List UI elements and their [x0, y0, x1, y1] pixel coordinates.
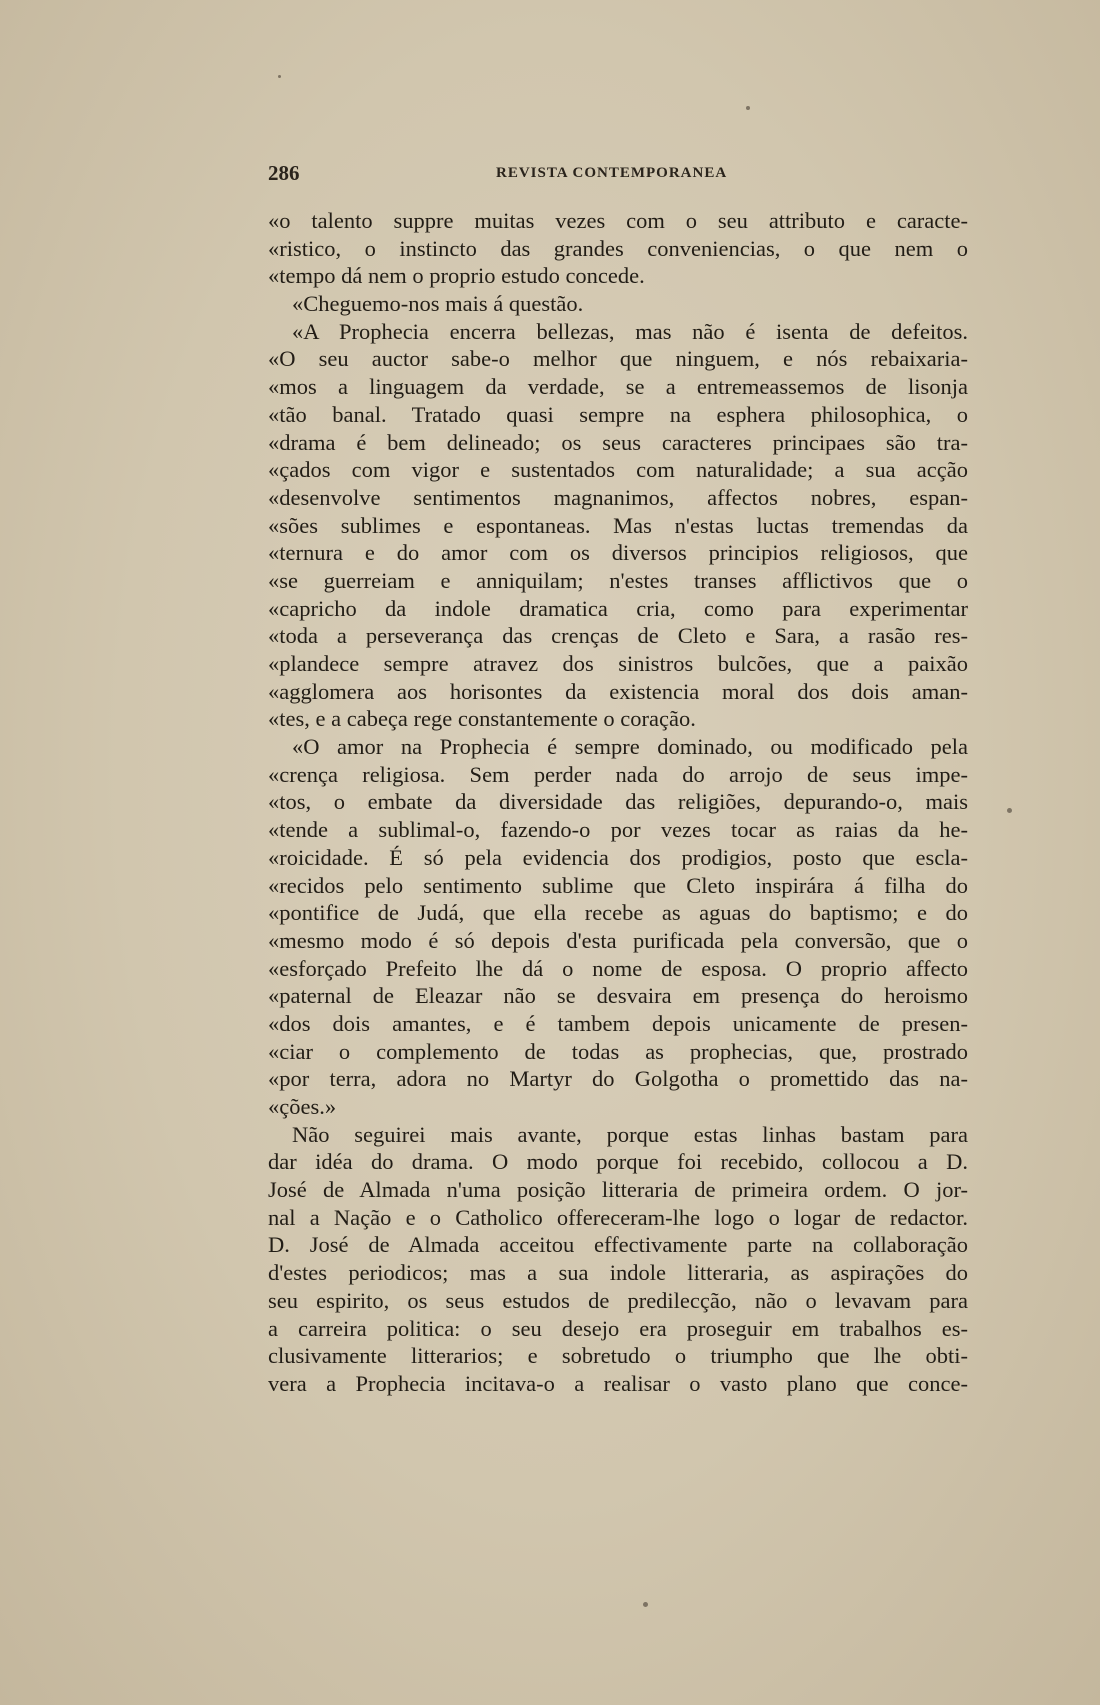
- paper-speck: [278, 75, 281, 78]
- text-line: «plandece sempre atravez dos sinistros bulcões, que a paixão: [268, 651, 968, 676]
- text-line: «roicidade. É só pela evidencia dos prodigios, posto que escla-: [268, 844, 968, 870]
- page-number: 286: [268, 161, 300, 185]
- text-line: «crença religiosa. Sem perder nada do arrojo de seus impe-: [268, 761, 968, 787]
- paper-speck: [746, 106, 750, 110]
- text-line: «sões sublimes e espontaneas. Mas n'estas luctas tremendas da: [268, 512, 968, 538]
- text-line: «toda a perseverança das crenças de Cleto e Sara, a rasão res-: [268, 623, 968, 649]
- text-line: «drama é bem delineado; os seus caracteres principaes são tra-: [268, 429, 968, 455]
- text-line: «tão banal. Tratado quasi sempre na esphera philosophica, o: [268, 401, 968, 427]
- text-line: «agglomera aos horisontes da existencia moral dos dois aman-: [268, 678, 968, 704]
- text-line: «capricho da indole dramatica cria, como para experimentar: [268, 595, 968, 621]
- text-line: «ções.»: [268, 1094, 337, 1119]
- text-line: Não seguirei mais avante, porque estas linhas bastam para: [292, 1121, 968, 1147]
- text-line: «çados com vigor e sustentados com naturalidade; a sua acção: [268, 457, 968, 483]
- text-line: seu espirito, os seus estudos de predilecção, não o levavam para: [268, 1287, 968, 1313]
- text-line: «esforçado Prefeito lhe dá o nome de esposa. O proprio affecto: [268, 955, 968, 981]
- paper-speck: [643, 1602, 648, 1607]
- text-line: D. José de Almada acceitou effectivamente parte na collaboração: [268, 1232, 968, 1258]
- text-line: «tes, e a cabeça rege constantemente o coração.: [268, 706, 696, 732]
- text-line: «dos dois amantes, e é tambem depois unicamente de presen-: [268, 1010, 968, 1036]
- text-line: «ternura e do amor com os diversos principios religiosos, que: [268, 540, 968, 566]
- text-line: «mos a linguagem da verdade, se a entremeassemos de lisonja: [268, 374, 968, 400]
- text-line: vera a Prophecia incitava-o a realisar o vasto plano que conce-: [268, 1370, 968, 1396]
- text-line: «se guerreiam e anniquilam; n'estes transes afflictivos que o: [268, 567, 968, 593]
- text-line: «O seu auctor sabe-o melhor que ninguem, e nós rebaixaria-: [268, 346, 968, 372]
- text-line: «tempo dá nem o proprio estudo concede.: [268, 263, 645, 289]
- text-line: «tos, o embate da diversidade das religiões, depurando-o, mais: [268, 789, 968, 815]
- paper-speck: [1007, 808, 1012, 813]
- text-line: «mesmo modo é só depois d'esta purificada pela conversão, que o: [268, 927, 968, 953]
- text-line: «O amor na Prophecia é sempre dominado, ou modificado pela: [292, 734, 968, 760]
- text-line: «paternal de Eleazar não se desvaira em presença do heroismo: [268, 983, 968, 1009]
- text-line: «ciar o complemento de todas as prophecias, que, prostrado: [268, 1038, 968, 1064]
- page-header: [268, 161, 968, 189]
- text-line: nal a Nação e o Catholico offereceram-lhe logo o logar de redactor.: [268, 1204, 968, 1230]
- text-line: «por terra, adora no Martyr do Golgotha o promettido das na-: [268, 1066, 968, 1092]
- text-line: «recidos pelo sentimento sublime que Cleto inspirára á filha do: [268, 872, 968, 898]
- body-text: [268, 207, 968, 1398]
- running-title: REVISTA CONTEMPORANEA: [496, 165, 728, 181]
- text-line: «tende a sublimal-o, fazendo-o por vezes tocar as raias da he-: [268, 817, 968, 843]
- text-line: «o talento suppre muitas vezes com o seu attributo e caracte-: [268, 208, 968, 233]
- text-line: «Cheguemo-nos mais á questão.: [292, 291, 584, 317]
- text-line: «ristico, o instincto das grandes conveniencias, o que nem o: [268, 235, 968, 261]
- text-line: «A Prophecia encerra bellezas, mas não é isenta de defeitos.: [292, 318, 968, 344]
- text-line: «pontifice de Judá, que ella recebe as aguas do baptismo; e do: [268, 900, 968, 926]
- text-line: dar idéa do drama. O modo porque foi recebido, collocou a D.: [268, 1149, 968, 1175]
- text-line: clusivamente litterarios; e sobretudo o triumpho que lhe obti-: [268, 1343, 968, 1369]
- text-line: d'estes periodicos; mas a sua indole litteraria, as aspirações do: [268, 1260, 968, 1286]
- text-line: «desenvolve sentimentos magnanimos, affectos nobres, espan-: [268, 484, 968, 510]
- text-line: a carreira politica: o seu desejo era proseguir em trabalhos es-: [268, 1315, 968, 1341]
- text-line: José de Almada n'uma posição litteraria de primeira ordem. O jor-: [268, 1177, 968, 1203]
